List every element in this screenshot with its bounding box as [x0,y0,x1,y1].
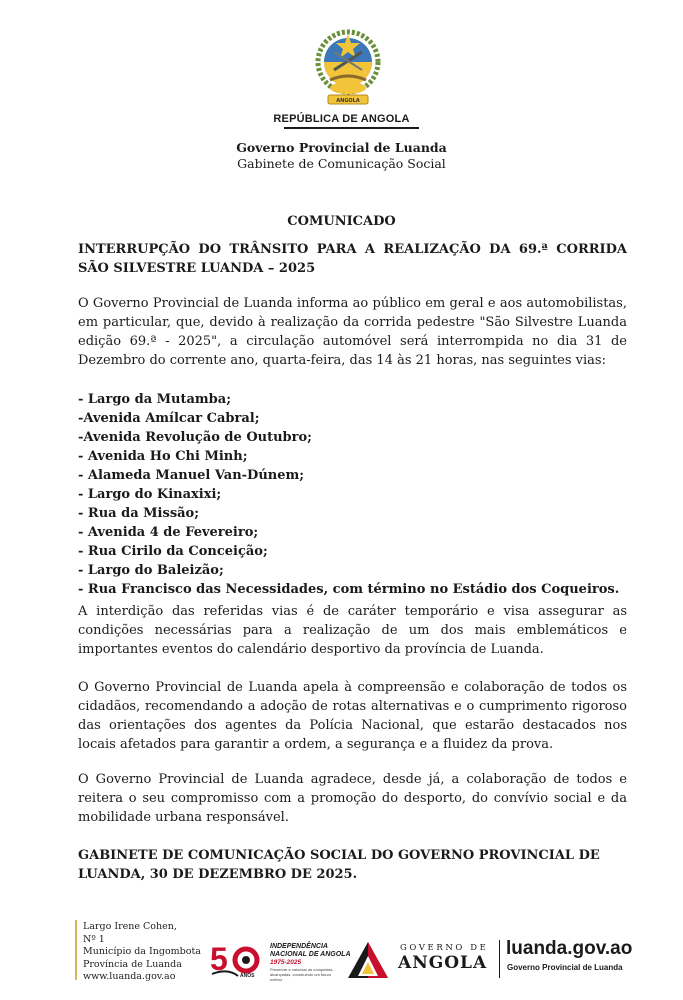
paragraph-appeal: O Governo Provincial de Luanda apela à compreensão e colaboração de todos os cidadãos, recomendando a adoção de rotas alternativas e o cumprimento rigoroso das orientações dos agentes da Polícia Nacional, que estarão destacados nos locais afetados para garantir a ordem, a segurança e a fluidez da prova. [78,680,627,752]
list-item: - Avenida 4 de Fevereiro; [78,525,259,540]
list-item: - Alameda Manuel Van-Dúnem; [78,468,305,483]
gov-logo-top: GOVERNO DE [400,943,489,953]
road-list [78,390,638,599]
site-subtitle: Governo Provincial de Luanda [507,963,623,972]
address-line: Nº 1 [83,933,105,945]
fifty-years-badge-text: ANOS [240,973,255,978]
independence-line1: INDEPENDÊNCIA [270,943,328,950]
list-item: -Avenida Amílcar Cabral; [78,411,260,426]
governo-angola-logo-icon [346,940,390,980]
office-title: Gabinete de Comunicação Social [237,156,446,171]
document-subject: INTERRUPÇÃO DO TRÂNSITO PARA A REALIZAÇÃO DA 69.ª CORRIDA SÃO SILVESTRE LUANDA – 2025 [78,242,627,276]
footer-address [83,921,213,984]
list-item: - Rua da Missão; [78,506,200,521]
independence-line2: NACIONAL DE ANGOLA [270,951,351,958]
address-line: Largo Irene Cohen, [83,921,177,932]
fifty-years-logo-icon [208,938,268,978]
site-domain[interactable]: luanda.gov.ao [506,938,633,959]
gov-logo-main: ANGOLA [398,953,488,973]
paragraph-thanks: O Governo Provincial de Luanda agradece, desde já, a colaboração de todos e reitera o seu compromisso com a promoção do desporto, do convívio social e da mobilidade urbana responsável. [78,772,627,825]
document-heading: COMUNICADO [287,214,396,229]
list-item: -Avenida Revolução de Outubro; [78,430,312,445]
footer-divider [75,920,77,980]
angola-coat-of-arms-icon [310,22,386,114]
list-item: - Largo do Baleizão; [78,563,224,578]
footer-logo-divider [499,940,500,978]
list-item: - Rua Cirilo da Conceição; [78,544,268,559]
signoff: GABINETE DE COMUNICAÇÃO SOCIAL DO GOVERNO PROVINCIAL DE LUANDA, 30 DE DEZEMBRO DE 2025. [78,848,600,882]
independence-block [270,943,351,982]
independence-tagline: Preservar e valorizar as conquistas alcançadas, construindo um futuro melhor [270,967,333,982]
svg-text:5: 5 [210,941,228,977]
list-item: - Largo do Kinaxixi; [78,487,222,502]
list-item: - Largo da Mutamba; [78,392,231,407]
address-line: Província de Luanda [83,958,182,970]
country-title: REPÚBLICA DE ANGOLA [273,113,410,125]
emblem-ribbon-text: ANGOLA [336,98,360,104]
list-item: - Rua Francisco das Necessidades, com término no Estádio dos Coqueiros. [78,582,620,597]
intro-paragraph: O Governo Provincial de Luanda informa ao público em geral e aos automobilistas, em particular, que, devido à realização da corrida pedestre "São Silvestre Luanda edição 69.ª - 2025", a circulação automóvel será interrompida no dia 31 de Dezembro do corrente ano, quarta-feira, das 14 às 21 horas, nas seguintes vias: [78,296,627,368]
list-item: - Avenida Ho Chi Minh; [78,449,248,464]
paragraph-temporary: A interdição das referidas vias é de caráter temporário e visa assegurar as condições necessárias para a realização de um dos mais emblemáticos e importantes eventos do calendário desportivo da província de Luanda. [78,604,627,657]
header-divider [284,127,419,129]
address-line: Município da Ingombota [83,946,201,957]
address-website[interactable]: www.luanda.gov.ao [83,971,176,982]
government-title: Governo Provincial de Luanda [236,140,447,155]
independence-years: 1975-2025 [270,959,302,966]
